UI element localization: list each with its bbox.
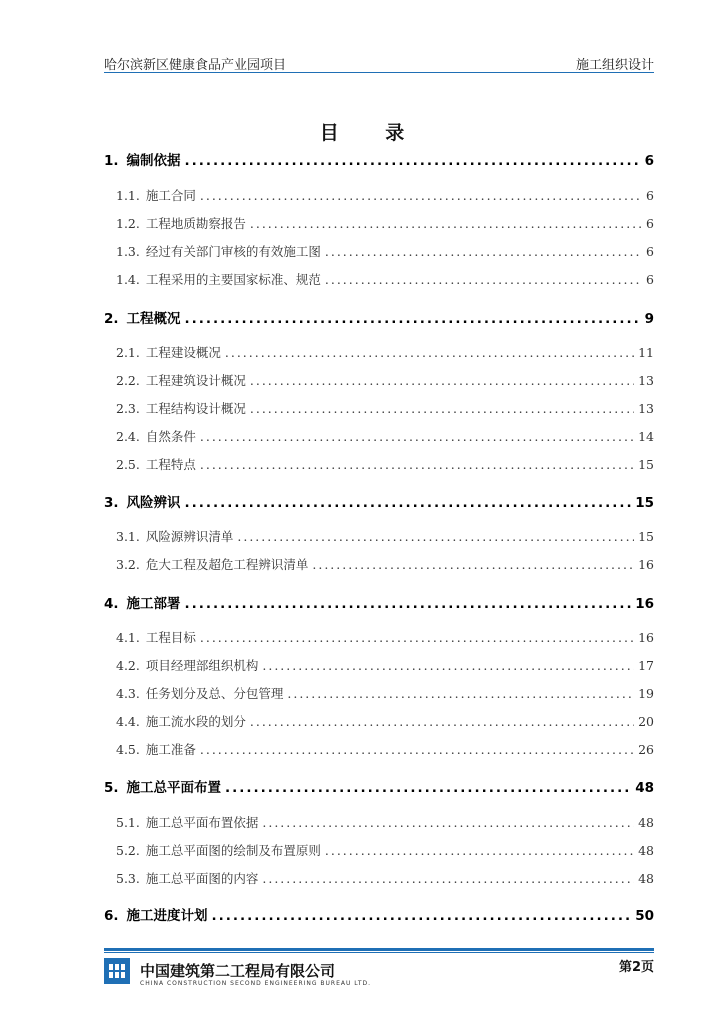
toc-entry-number: 2.3. — [116, 401, 140, 416]
toc-entry-number: 5.3. — [116, 871, 140, 886]
toc-section-entry[interactable] — [104, 555, 654, 573]
toc-entry-title: 工程概况 — [126, 311, 181, 327]
toc-section-entry[interactable] — [104, 371, 654, 389]
toc-entry-number: 1.3. — [116, 244, 140, 259]
document-type: 施工组织设计 — [575, 58, 654, 73]
toc-leader-dots — [200, 188, 642, 203]
toc-entry-title: 施工总平面布置依据 — [145, 815, 259, 830]
toc-entry-title: 工程目标 — [145, 630, 196, 645]
toc-entry-title: 施工部署 — [126, 596, 181, 612]
toc-leader-dots — [250, 401, 634, 416]
toc-entry-page: 48 — [635, 780, 654, 796]
toc-entry-number: 3. — [104, 495, 119, 511]
toc-leader-dots — [250, 373, 634, 388]
toc-leader-dots — [225, 345, 634, 360]
toc-leader-dots — [287, 686, 634, 701]
toc-entry-title: 工程建设概况 — [145, 345, 221, 360]
toc-section-entry[interactable] — [104, 656, 654, 674]
toc-title: 目 录 — [319, 122, 425, 144]
toc-entry-title: 施工总平面图的内容 — [145, 871, 259, 886]
toc-entry-page: 19 — [638, 686, 654, 701]
toc-entry-title: 工程采用的主要国家标准、规范 — [145, 272, 321, 287]
toc-entry-number: 1. — [104, 153, 119, 169]
toc-entry-title: 工程地质勘察报告 — [145, 216, 246, 231]
toc-entry-number: 2.5. — [116, 457, 140, 472]
toc-chapter-entry[interactable] — [104, 307, 654, 327]
toc-entry-page: 48 — [638, 843, 654, 858]
toc-section-entry[interactable] — [104, 242, 654, 260]
toc-leader-dots — [325, 843, 634, 858]
toc-leader-dots — [200, 429, 634, 444]
toc-entry-page: 11 — [638, 345, 654, 360]
toc-section-entry[interactable] — [104, 186, 654, 204]
toc-entry-number: 5.1. — [116, 815, 140, 830]
toc-entry-number: 5.2. — [116, 843, 140, 858]
toc-entry-title: 风险辨识 — [126, 495, 181, 511]
toc-leader-dots — [185, 596, 632, 612]
toc-entry-title: 施工合同 — [145, 188, 196, 203]
toc-entry-number: 4. — [104, 596, 119, 612]
toc-entry-title: 经过有关部门审核的有效施工图 — [145, 244, 321, 259]
toc-leader-dots — [237, 529, 634, 544]
footer-divider-thin — [104, 952, 654, 953]
toc-entry-page: 6 — [646, 188, 654, 203]
toc-entry-title: 项目经理部组织机构 — [145, 658, 259, 673]
toc-entry-number: 4.4. — [116, 714, 140, 729]
toc-entry-number: 4.3. — [116, 686, 140, 701]
toc-section-entry[interactable] — [104, 628, 654, 646]
toc-entry-page: 6 — [646, 216, 654, 231]
toc-entry-page: 6 — [644, 153, 654, 169]
toc-entry-number: 2.4. — [116, 429, 140, 444]
toc-entry-title: 工程结构设计概况 — [145, 401, 246, 416]
toc-entry-title: 编制依据 — [126, 153, 181, 169]
toc-section-entry[interactable] — [104, 813, 654, 831]
toc-entry-title: 工程特点 — [145, 457, 196, 472]
footer-divider — [104, 948, 654, 951]
toc-leader-dots — [185, 153, 641, 169]
toc-section-entry[interactable] — [104, 427, 654, 445]
toc-entry-page: 50 — [635, 908, 654, 924]
toc-entry-page: 14 — [638, 429, 654, 444]
toc-leader-dots — [262, 871, 634, 886]
toc-entry-page: 13 — [638, 401, 654, 416]
toc-leader-dots — [262, 658, 634, 673]
toc-entry-page: 48 — [638, 815, 654, 830]
toc-entry-number: 4.5. — [116, 742, 140, 757]
toc-entry-number: 4.2. — [116, 658, 140, 673]
toc-entry-number: 3.2. — [116, 557, 140, 572]
toc-leader-dots — [262, 815, 634, 830]
toc-entry-page: 6 — [646, 272, 654, 287]
toc-leader-dots — [212, 908, 632, 924]
toc-entry-page: 26 — [638, 742, 654, 757]
toc-entry-number: 4.1. — [116, 630, 140, 645]
toc-entry-title: 施工流水段的划分 — [145, 714, 246, 729]
toc-leader-dots — [200, 457, 634, 472]
toc-entry-page: 17 — [638, 658, 654, 673]
toc-entry-page: 16 — [638, 630, 654, 645]
toc-entry-title: 风险源辨识清单 — [145, 529, 234, 544]
toc-leader-dots — [250, 216, 642, 231]
company-name: 中国建筑第二工程局有限公司 — [140, 962, 336, 980]
toc-entry-number: 1.4. — [116, 272, 140, 287]
toc-chapter-entry[interactable] — [104, 904, 654, 924]
toc-entry-title: 工程建筑设计概况 — [145, 373, 246, 388]
toc-entry-page: 9 — [644, 311, 654, 327]
page-header — [104, 49, 654, 73]
toc-leader-dots — [250, 714, 634, 729]
toc-leader-dots — [325, 272, 642, 287]
toc-chapter-entry[interactable] — [104, 491, 654, 511]
toc-entry-number: 2. — [104, 311, 119, 327]
toc-entry-page: 20 — [638, 714, 654, 729]
toc-entry-title: 任务划分及总、分包管理 — [145, 686, 284, 701]
toc-leader-dots — [200, 630, 634, 645]
toc-section-entry[interactable] — [104, 270, 654, 288]
toc-entry-title: 施工进度计划 — [126, 908, 208, 924]
page-number: 第2页 — [618, 960, 654, 975]
project-name: 哈尔滨新区健康食品产业园项目 — [104, 58, 287, 73]
toc-entry-page: 15 — [638, 529, 654, 544]
toc-entry-title: 危大工程及超危工程辨识清单 — [145, 557, 309, 572]
company-name-en: CHINA CONSTRUCTION SECOND ENGINEERING BUREAU LTD. — [140, 980, 372, 987]
toc-section-entry[interactable] — [104, 455, 654, 473]
toc-leader-dots — [225, 780, 631, 796]
toc-entry-number: 2.2. — [116, 373, 140, 388]
toc-section-entry[interactable] — [104, 684, 654, 702]
toc-section-entry[interactable] — [104, 841, 654, 859]
toc-entry-number: 3.1. — [116, 529, 140, 544]
toc-entry-title: 施工总平面布置 — [126, 780, 222, 796]
toc-chapter-entry[interactable] — [104, 592, 654, 612]
toc-entry-number: 6. — [104, 908, 119, 924]
toc-entry-number: 2.1. — [116, 345, 140, 360]
toc-entry-number: 5. — [104, 780, 119, 796]
toc-leader-dots — [185, 495, 632, 511]
toc-section-entry[interactable] — [104, 712, 654, 730]
cscec-logo-icon — [104, 958, 130, 984]
toc-entry-title: 施工总平面图的绘制及布置原则 — [145, 843, 321, 858]
toc-chapter-entry[interactable] — [104, 776, 654, 796]
toc-entry-page: 13 — [638, 373, 654, 388]
header-divider — [104, 72, 654, 73]
toc-entry-page: 16 — [638, 557, 654, 572]
toc-section-entry[interactable] — [104, 740, 654, 758]
toc-entry-page: 6 — [646, 244, 654, 259]
toc-leader-dots — [200, 742, 634, 757]
toc-section-entry[interactable] — [104, 527, 654, 545]
toc-entry-page: 15 — [638, 457, 654, 472]
toc-entry-number: 1.1. — [116, 188, 140, 203]
toc-entry-page: 15 — [635, 495, 654, 511]
toc-section-entry[interactable] — [104, 343, 654, 361]
toc-section-entry[interactable] — [104, 869, 654, 887]
toc-section-entry[interactable] — [104, 399, 654, 417]
toc-chapter-entry[interactable] — [104, 149, 654, 169]
toc-entry-number: 1.2. — [116, 216, 140, 231]
toc-entry-page: 16 — [635, 596, 654, 612]
toc-section-entry[interactable] — [104, 214, 654, 232]
toc-leader-dots — [185, 311, 641, 327]
toc-entry-title: 自然条件 — [145, 429, 196, 444]
toc-leader-dots — [312, 557, 634, 572]
toc-entry-title: 施工准备 — [145, 742, 196, 757]
toc-entry-page: 48 — [638, 871, 654, 886]
toc-leader-dots — [325, 244, 642, 259]
